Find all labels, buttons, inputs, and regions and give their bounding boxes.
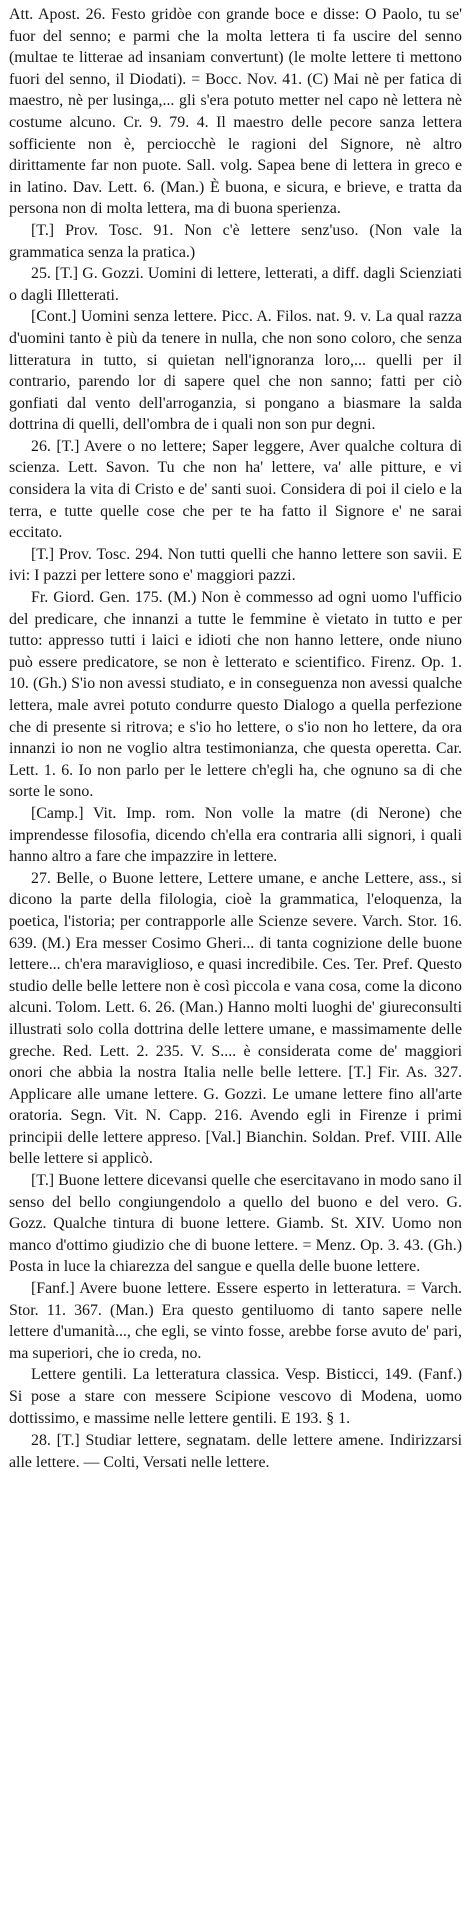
entry-paragraph: Lettere gentili. La letteratura classica. Vesp. Bisticci, 149. (Fanf.) Si pose a stare con messere Scipione vescovo di Modena, uomo dottissimo, e massime nelle lettere gentili. E 193. § 1.: [9, 1366, 462, 1427]
entry-paragraph: [T.] Prov. Tosc. 91. Non c'è lettere senz'uso. (Non vale la grammatica senza la pratica.): [9, 221, 462, 261]
entry-paragraph: [Fanf.] Avere buone lettere. Essere esperto in letteratura. = Varch. Stor. 11. 367. (Man.) Era questo gentiluomo di tanto sapere nelle lettere d'umanità..., che egli, se vinto fosse, arebbe forse avuto de' pari, ma superiori, che io creda, no.: [9, 1280, 462, 1362]
entry-paragraph: 28. [T.] Studiar lettere, segnatam. delle lettere amene. Indirizzarsi alle lettere. — Colti, Versati nelle lettere.: [9, 1432, 462, 1471]
entry-paragraph: [T.] Buone lettere dicevansi quelle che esercitavano in modo sano il senso del bello congiungendolo a quello del buono e del vero. G. Gozz. Qualche tintura di buone lettere. Giamb. St. XIV. Uomo non manco d'ottimo giudizio che di buone lettere. = Menz. Op. 3. 43. (Gh.) Posta in luce la chiarezza del sangue e quella delle buone lettere.: [9, 1172, 462, 1276]
entry-paragraph: [Camp.] Vit. Imp. rom. Non volle la matre (di Nerone) che imprendesse filosofia, dicendo ch'ella era contraria alli signori, i quali hanno altro a fare che impazzire in lettere.: [9, 804, 462, 866]
entry-paragraph: [T.] Prov. Tosc. 294. Non tutti quelli che hanno lettere son savii. E ivi: I pazzi per lettere sono e' maggiori pazzi.: [9, 545, 462, 585]
entry-paragraph: Att. Apost. 26. Festo gridòe con grande boce e disse: O Paolo, tu se' fuor del senno; e parmi che la molta lettera ti fa uscire del senno (multae te litterae ad insaniam convertunt) (le molte lettere ti mettono fuori del senno, il Diodati). = Bocc. Nov. 41. (C) Mai nè per fatica di maestro, nè per lusinga,... gli s'era potuto metter nel capo nè lettera nè costume alcuno. Cr. 9. 79. 4. Il maestro delle pecore sanza lettera sofficiente non è, perciocchè le ragioni del Signore, nè altro dirittamente far non puote. Sall. volg. Sapea bene di lettera in greco e in latino. Dav. Lett. 6. (Man.) È buona, e sicura, e brieve, e tratta da persona non di molta lettera, ma di buona sperienza.: [9, 6, 462, 218]
entry-paragraph: 26. [T.] Avere o no lettere; Saper leggere, Aver qualche coltura di scienza. Lett. Savon. Tu che non ha' lettere, va' alle pitture, e vi considera la vita di Cristo e de' santi suoi. Considera di poi il cielo e la terra, e tutte quelle cose che per te ha fatto il Signore e' ne sarai eccitato.: [9, 437, 462, 542]
entry-paragraph: 25. [T.] G. Gozzi. Uomini di lettere, letterati, a diff. dagli Scienziati o dagli Illetterati.: [9, 265, 462, 304]
entry-paragraph: Fr. Giord. Gen. 175. (M.) Non è commesso ad ogni uomo l'ufficio del predicare, che innanzi a tutte le femmine è vietato in tutto e per tutto: appresso tutti i laici e idioti che non hanno lettere, onde niuno può essere predicatore, se non è letterato e scientifico. Firenz. Op. 1. 10. (Gh.) S'io non avessi studiato, e in conseguenza non avessi qualche lettera, male avrei potuto condurre questo Dialogo a quella perfezione che di presente si ritrova; e s'io ho lettere, o s'io non ho lettere, da ora innanzi io non ne voglio altra testimonianza, che questa operetta. Car. Lett. 1. 6. Io non parlo per le lettere ch'egli ha, che ognuno sa di che sorte le sono.: [9, 589, 462, 801]
entry-paragraph: 27. Belle, o Buone lettere, Lettere umane, e anche Lettere, ass., si dicono la parte della filologia, cioè la grammatica, l'eloquenza, la poetica, l'istoria; per contrapporle alle Scienze severe. Varch. Stor. 16. 639. (M.) Era messer Cosimo Gheri... di tanta cognizione delle buone lettere... ch'era maraviglioso, e quasi incredibile. Ces. Ter. Pref. Questo studio delle belle lettere non è così piccola e vana cosa, come la dicono alcuni. Tolom. Lett. 6. 26. (Man.) Hanno molti luoghi de' giureconsulti illustrati solo colla dottrina delle lettere umane, e massimamente delle greche. Red. Lett. 2. 235. V. S.... è considerata come de' maggiori onori che abbia la nostra Italia nelle belle lettere. [T.] Fir. As. 327. Applicare alle umane lettere. G. Gozzi. Le umane lettere fino all'arte oratoria. Segn. Vit. N. Capp. 216. Avendo egli in Firenze i primi principii delle lettere appreso. [Val.] Bianchin. Soldan. Pref. VIII. Alle belle lettere si applicò.: [9, 869, 462, 1168]
entry-paragraph: [Cont.] Uomini senza lettere. Picc. A. Filos. nat. 9. v. La qual razza d'uomini tanto è più da tenere in nulla, che non sono coloro, che senza litteratura in tutto, si quietan nell'ignoranza loro,... quelli per il contrario, parendo lor di sapere quel che non sanno; fatti per ciò gonfiati dal vento dell'arroganzia, si pongano a biasmare la salda dottrina di quelli, dell'ombra de i quali non son pur degni.: [9, 308, 462, 434]
